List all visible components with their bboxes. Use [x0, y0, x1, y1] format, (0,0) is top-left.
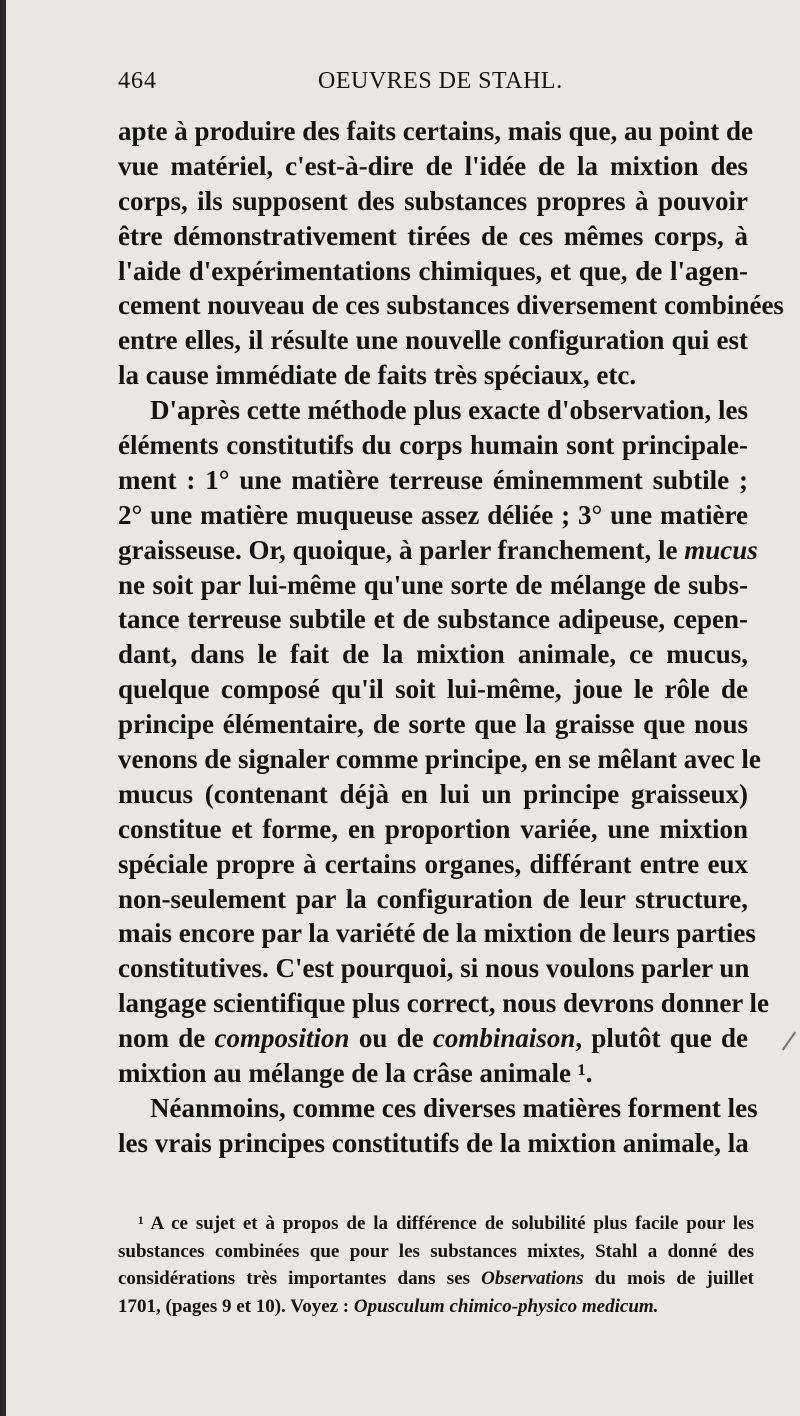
text-segment: , plutôt que de [575, 1023, 748, 1054]
text-line [118, 533, 758, 568]
text-line: apte à produire des faits certains, mais que, au point de [118, 116, 754, 146]
text-line: tance terreuse subtile et de substance adipeuse, cepen- [118, 604, 748, 635]
page-number: 464 [118, 68, 157, 94]
text-line: spéciale propre à certains organes, différant entre eux [118, 848, 748, 879]
running-title: OEUVRES DE STAHL. [318, 68, 563, 94]
book-page [6, 0, 800, 1416]
italic-term-observations: Observations [481, 1268, 584, 1289]
text-line: constitutives. C'est pourquoi, si nous voulons parler un [118, 953, 750, 984]
italic-term-combinaison: combinaison [432, 1023, 576, 1054]
text-line: corps, ils supposent des substances propres à pouvoir [118, 185, 748, 216]
page-header [118, 68, 678, 108]
footnote-line [118, 1265, 754, 1293]
text-line [118, 1021, 748, 1056]
text-line: être démonstrativement tirées de ces mêmes corps, à [118, 220, 748, 251]
footnote-line [118, 1293, 754, 1321]
footnote-segment: 1701, (pages 9 et 10). Voyez : [118, 1295, 350, 1317]
text-line: Néanmoins, comme ces diverses matières forment les [150, 1092, 758, 1123]
text-line: dant, dans le fait de la mixtion animale, ce mucus, [118, 639, 748, 670]
footnotes [118, 1210, 754, 1320]
text-line: l'aide d'expérimentations chimiques, et que, de l'agen- [118, 255, 748, 286]
footnote-segment: considérations très importantes dans ses [118, 1268, 470, 1289]
text-line: mucus (contenant déjà en lui un principe graisseux) [118, 778, 748, 809]
text-line: langage scientifique plus correct, nous devrons donner le [118, 988, 770, 1019]
text-segment: graisseuse. Or, quoique, à parler franchement, le [118, 534, 678, 565]
text-line: 2° une matière muqueuse assez déliée ; 3° une matière [118, 499, 748, 530]
text-line: la cause immédiate de faits très spéciaux, etc. [118, 360, 637, 391]
text-line: cement nouveau de ces substances diversement combinées [118, 290, 784, 321]
text-line: quelque composé qu'il soit lui-même, joue le rôle de [118, 674, 748, 705]
text-segment: ou de [358, 1023, 424, 1054]
text-line: mais encore par la variété de la mixtion de leurs parties [118, 918, 756, 949]
text-line: non-seulement par la configuration de leur structure, [118, 883, 748, 914]
italic-term-mucus: mucus [684, 534, 758, 565]
text-line: ment : 1° une matière terreuse éminemment subtile ; [118, 464, 748, 495]
text-line: les vrais principes constitutifs de la mixtion animale, la [118, 1127, 749, 1158]
footnote-segment: du mois de juillet [594, 1268, 755, 1289]
text-line: ne soit par lui-même qu'une sorte de mélange de subs- [118, 569, 748, 600]
text-line: venons de signaler comme principe, en se mêlant avec le [118, 744, 761, 775]
text-segment: nom de [118, 1023, 206, 1054]
text-line: principe élémentaire, de sorte que la graisse que nous [118, 709, 748, 740]
margin-mark [782, 1031, 796, 1050]
italic-term-composition: composition [214, 1023, 350, 1054]
text-line: mixtion au mélange de la crâse animale ¹. [118, 1058, 593, 1089]
text-line: D'après cette méthode plus exacte d'observation, les [150, 395, 748, 426]
body-text [118, 114, 784, 1161]
text-line: vue matériel, c'est-à-dire de l'idée de la mixtion des [118, 150, 748, 181]
text-line: constitue et forme, en proportion variée, une mixtion [118, 813, 748, 844]
text-line: éléments constitutifs du corps humain sont principale- [118, 430, 748, 461]
text-line: entre elles, il résulte une nouvelle configuration qui est [118, 325, 748, 356]
footnote-line: substances combinées que pour les substances mixtes, Stahl a donné des [118, 1240, 754, 1262]
footnote-line: ¹ A ce sujet et à propos de la différence de solubilité plus facile pour les [138, 1213, 754, 1234]
italic-title-opusculum: Opusculum chimico-physico medicum. [353, 1295, 659, 1317]
